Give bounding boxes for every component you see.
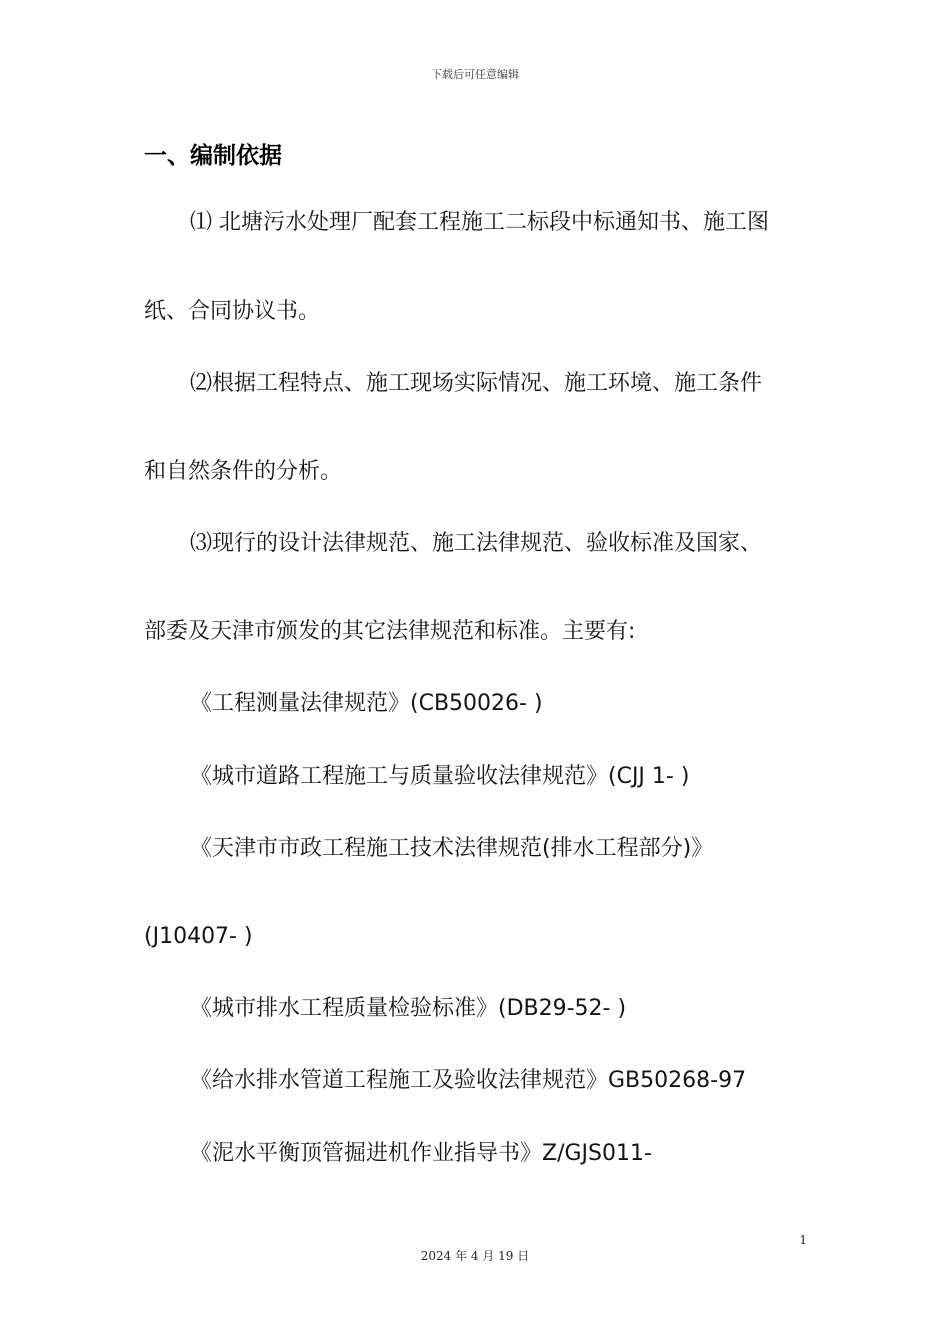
page-number: 1 [799, 1233, 807, 1247]
standard-item: 《城市道路工程施工与质量验收法律规范》(CJJ 1- ) [190, 764, 690, 789]
paragraph-line: 部委及天津市颁发的其它法律规范和标准。主要有: [144, 619, 636, 644]
paragraph-line: ⑴ 北塘污水处理厂配套工程施工二标段中标通知书、施工图 [190, 210, 769, 235]
footer-date: 2024 年 4 月 19 日 [420, 1249, 530, 1263]
paragraph-line: ⑶现行的设计法律规范、施工法律规范、验收标准及国家、 [190, 531, 763, 556]
paragraph-line: ⑵根据工程特点、施工现场实际情况、施工环境、施工条件 [190, 371, 763, 396]
section-heading: 一、编制依据 [144, 143, 282, 169]
standard-item: 《工程测量法律规范》(CB50026- ) [190, 691, 543, 716]
standard-item: 《给水排水管道工程施工及验收法律规范》GB50268-97 [190, 1068, 747, 1093]
paragraph-line: 纸、合同协议书。 [144, 299, 321, 324]
paragraph-line: 和自然条件的分析。 [144, 459, 343, 484]
standard-item: 《泥水平衡顶管掘进机作业指导书》Z/GJS011- [190, 1141, 652, 1166]
standard-item: 《天津市市政工程施工技术法律规范(排水工程部分)》 [190, 836, 714, 861]
header-note: 下载后可任意编辑 [431, 68, 519, 81]
standard-item: 《城市排水工程质量检验标准》(DB29-52- ) [190, 996, 627, 1021]
standard-item: (J10407- ) [144, 924, 253, 949]
